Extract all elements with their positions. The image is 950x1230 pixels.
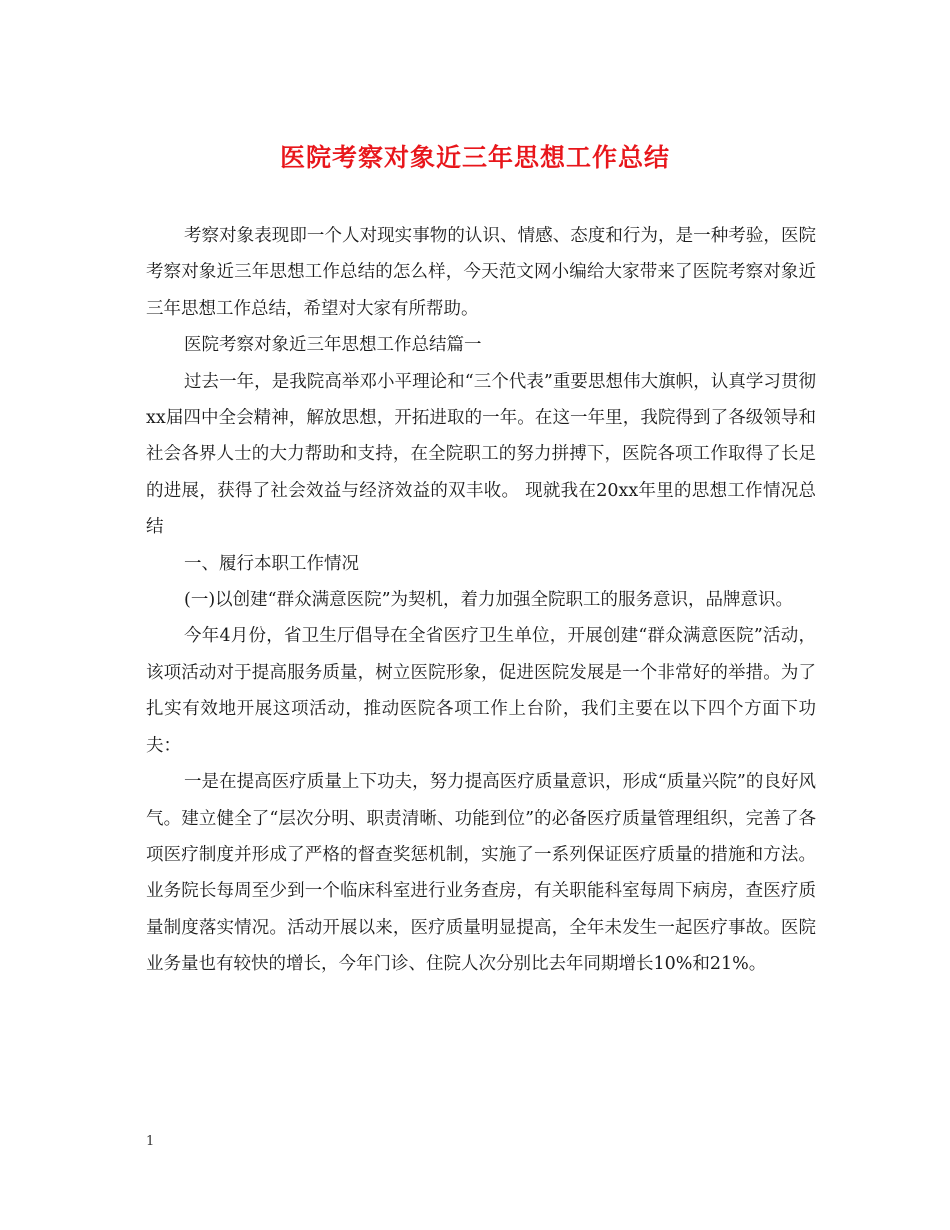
document-body	[146, 218, 816, 983]
intro-paragraph: 考察对象表现即一个人对现实事物的认识、情感、态度和行为，是一种考验，医院考察对象近三年思想工作总结的怎么样，今天范文网小编给大家带来了医院考察对象近三年思想工作总结，希望对大家有所帮助。	[146, 226, 816, 319]
document-title: 医院考察对象近三年思想工作总结	[279, 143, 670, 172]
summary-paragraph: 过去一年，是我院高举邓小平理论和“三个代表”重要思想伟大旗帜，认真学习贯彻xx届四中全会精神，解放思想，开拓进取的一年。在这一年里，我院得到了各级领导和社会各界人士的大力帮助和支持，在全院职工的努力拼搏下，医院各项工作取得了长足的进展，获得了社会效益与经济效益的双丰收。 现就我在20xx年里的思想工作情况总结	[146, 371, 816, 538]
subsection-heading-satisfaction: (一)以创建“群众满意医院”为契机，着力加强全院职工的服务意识，品牌意识。	[184, 590, 794, 611]
activity-paragraph: 今年4月份，省卫生厅倡导在全省医疗卫生单位，开展创建“群众满意医院”活动，该项活动对于提高服务质量，树立医院形象，促进医院发展是一个非常好的举措。为了扎实有效地开展这项活动，推动医院各项工作上台阶，我们主要在以下四个方面下功夫：	[146, 626, 816, 756]
quality-paragraph: 一是在提高医疗质量上下功夫，努力提高医疗质量意识，形成“质量兴院”的良好风气。建立健全了“层次分明、职责清晰、功能到位”的必备医疗质量管理组织，完善了各项医疗制度并形成了严格的督查奖惩机制，实施了一系列保证医疗质量的措施和方法。业务院长每周至少到一个临床科室进行业务查房，有关职能科室每周下病房，查医疗质量制度落实情况。活动开展以来，医疗质量明显提高，全年未发生一起医疗事故。医院业务量也有较快的增长，今年门诊、住院人次分别比去年同期增长10%和21%。	[146, 772, 816, 975]
page-number: 1	[146, 1134, 155, 1149]
section-heading-part-one: 医院考察对象近三年思想工作总结篇一	[184, 335, 482, 356]
section-heading-duties: 一、履行本职工作情况	[184, 553, 359, 574]
